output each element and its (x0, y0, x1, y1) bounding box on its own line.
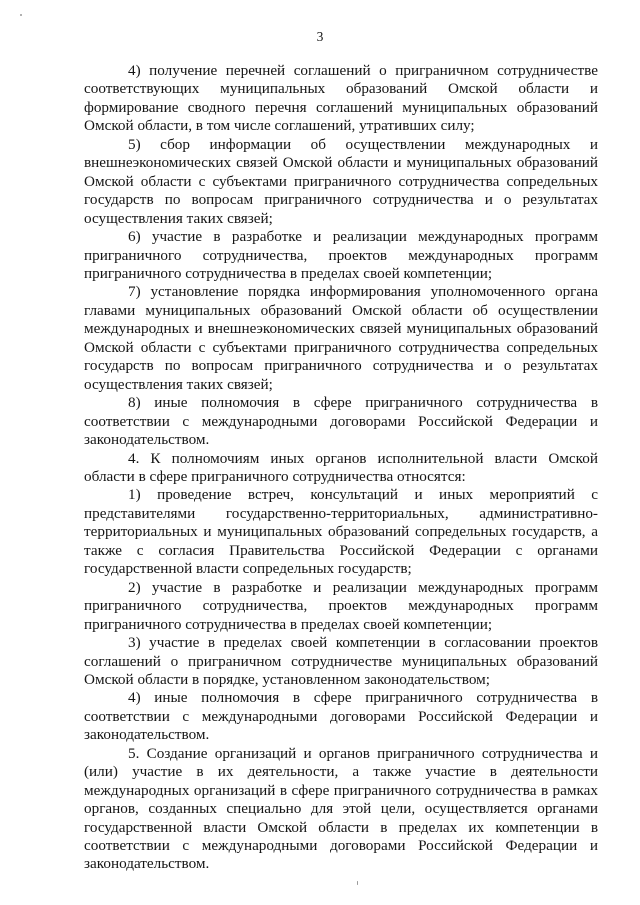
paragraph-clause-4-item-8: 8) иные полномочия в сфере приграничного сотрудничества в соответствии с международными договорами Российской Федерации и законодательством. (84, 394, 598, 449)
paragraph-section-5: 5. Создание организаций и органов приграничного сотрудничества и (или) участие в их деятельности, а также участие в деятельности международных организаций в сфере приграничного сотрудничества в рамках органов, созданных специально для этой цели, осуществляется органами государственной власти Омской области в пределах их компетенции в соответствии с международными договорами Российской Федерации и законодательством. (84, 744, 598, 873)
document-body (84, 62, 598, 874)
paragraph-section-4: 4. К полномочиям иных органов исполнительной власти Омской области в сфере приграничного сотрудничества относятся: (84, 449, 598, 485)
paragraph-clause-4-item-5: 5) сбор информации об осуществлении международных и внешнеэкономических связей Омской области и муниципальных образований Омской области с субъектами приграничного сотрудничества сопредельных государств по вопросам приграничного сотрудничества и о результатах осуществления таких связей; (84, 135, 598, 227)
paragraph-clause-4-item-4: 4) получение перечней соглашений о приграничном сотрудничестве соответствующих муниципальных образований Омской области и формирование сводного перечня соглашений муниципальных образований Омской области, в том числе соглашений, утративших силу; (84, 62, 598, 135)
paragraph-section-4-item-2: 2) участие в разработке и реализации международных программ приграничного сотрудничества, проектов международных программ приграничного сотрудничества в пределах своей компетенции; (84, 578, 598, 633)
page-number: 3 (316, 29, 324, 44)
paragraph-section-4-item-4: 4) иные полномочия в сфере приграничного сотрудничества в соответствии с международными договорами Российской Федерации и законодательством. (84, 689, 598, 744)
scan-speck (357, 881, 358, 885)
paragraph-clause-4-item-6: 6) участие в разработке и реализации международных программ приграничного сотрудничества, проектов международных программ приграничного сотрудничества в пределах своей компетенции; (84, 228, 598, 282)
scan-speck (20, 14, 22, 16)
paragraph-section-4-item-3: 3) участие в пределах своей компетенции в согласовании проектов соглашений о приграничном сотрудничестве муниципальных образований Омской области в порядке, установленном законодательством; (84, 634, 598, 688)
paragraph-clause-4-item-7: 7) установление порядка информирования уполномоченного органа главами муниципальных образований Омской области об осуществлении международных и внешнеэкономических связей муниципальных образований Омской области с субъектами приграничного сотрудничества сопредельных государств по вопросам приграничного сотрудничества и о результатах осуществления таких связей; (84, 283, 598, 393)
paragraph-section-4-item-1: 1) проведение встреч, консультаций и иных мероприятий с представителями государственно-территориальных, административно-территориальных и муниципальных образований сопредельных государств, а также с согласия Правительства Российской Федерации с органами государственной власти сопредельных государств; (84, 486, 598, 578)
